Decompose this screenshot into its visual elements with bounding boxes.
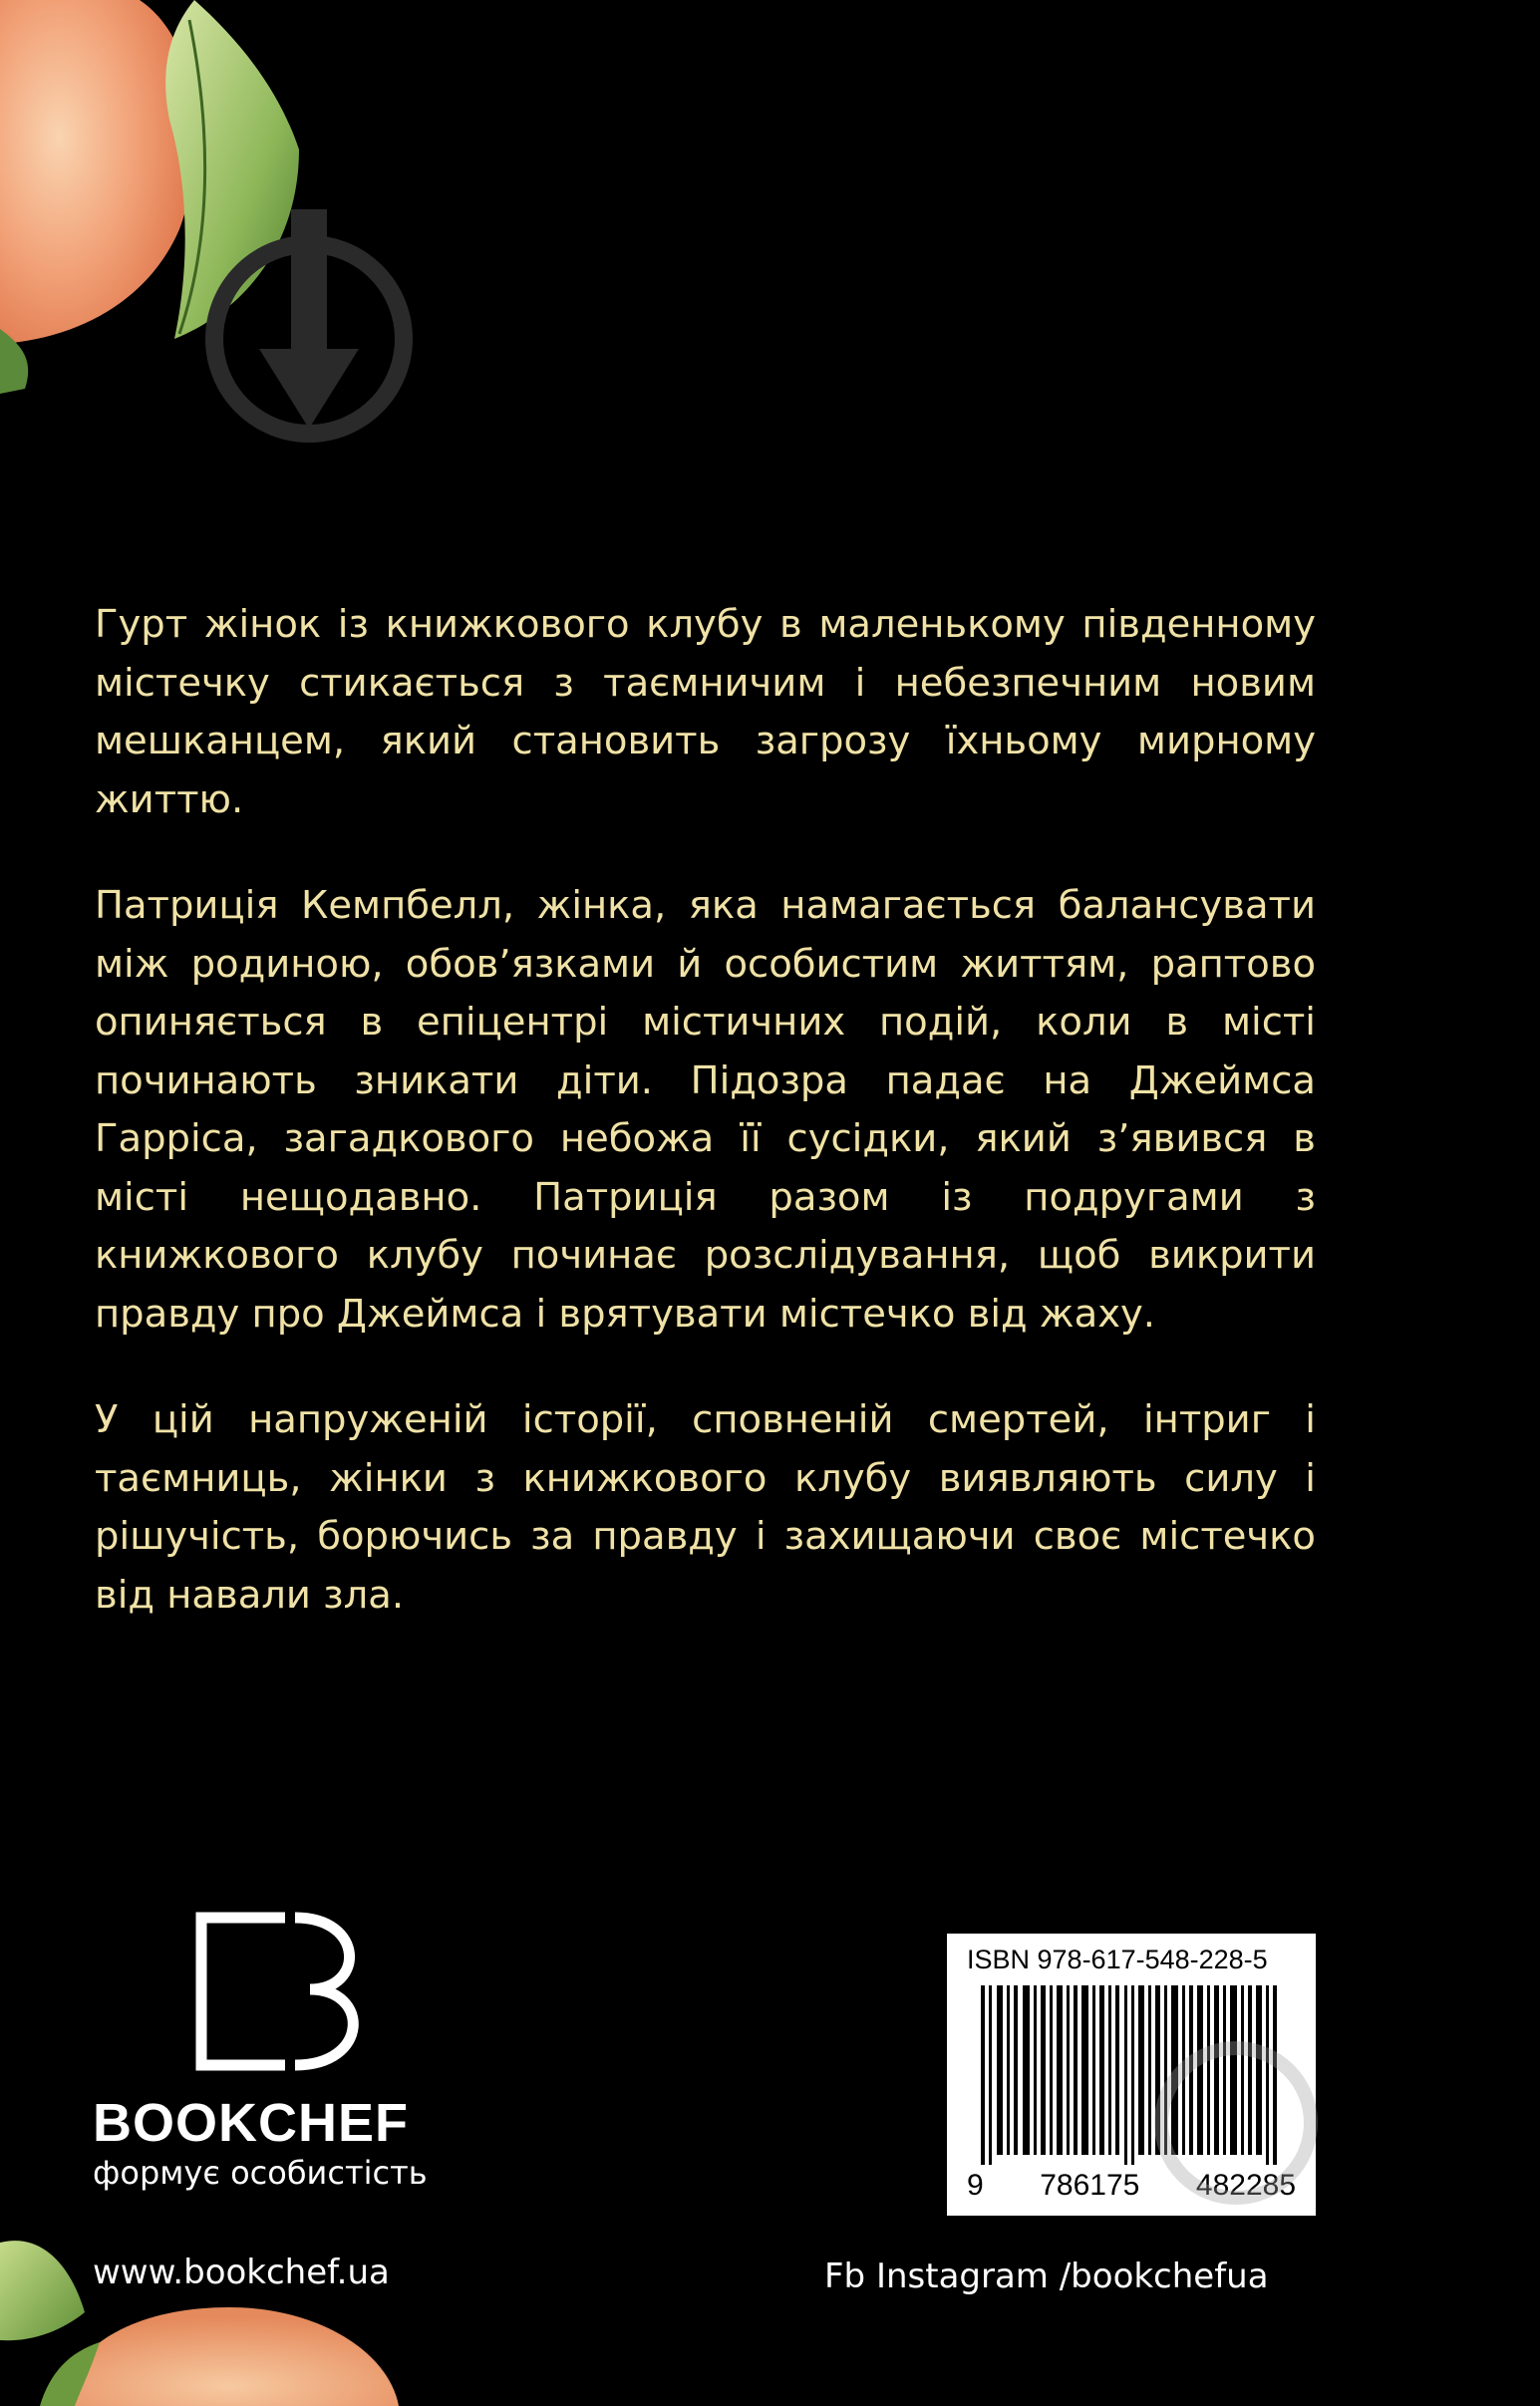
barcode-digit-group-2: 786175 bbox=[1040, 2169, 1140, 2202]
publisher-tagline: формує особистість bbox=[93, 2154, 428, 2192]
publisher-social: Fb Instagram /bookchefua bbox=[824, 2256, 1269, 2296]
barcode-digit-group-3: 482285 bbox=[1195, 2169, 1296, 2202]
barcode-digit-group-1: 9 bbox=[967, 2169, 984, 2202]
peach-leaf-icon bbox=[0, 2223, 419, 2406]
book-description bbox=[95, 596, 1316, 1672]
publisher-website: www.bookchef.ua bbox=[93, 2253, 390, 2292]
publisher-name: BOOKCHEF bbox=[93, 2093, 409, 2153]
description-paragraph-1: Гурт жінок із книжкового клубу в маленькому південному містечку стикається з таємничим і небезпечним новим мешканцем, який становить загрозу їхньому мирному життю. bbox=[95, 602, 1316, 822]
isbn-label: ISBN 978-617-548-228-5 bbox=[967, 1945, 1268, 1974]
download-watermark-icon bbox=[199, 199, 419, 458]
description-paragraph-2: Патриція Кемпбелл, жінка, яка намагається балансувати між родиною, обов’язками й особистим життям, раптово опиняється в епіцентрі містичних подій, коли в місті починають зникати діти. Підозра падає на Джеймса Гарріса, загадкового небожа її сусідки, який з’явився в місті нещодавно. Патриція разом із подругами з книжкового клубу починає розслідування, щоб викрити правду про Джеймса і врятувати містечко від жаху. bbox=[95, 883, 1316, 1337]
description-paragraph-3: У цій напруженій історії, сповненій смертей, інтриг і таємниць, жінки з книжкового клубу виявляють силу і рішучість, борючись за правду і захищаючи своє містечко від навали зла. bbox=[95, 1397, 1316, 1618]
download-watermark-icon bbox=[1146, 2013, 1326, 2233]
bookchef-logo-icon bbox=[195, 1912, 385, 2071]
